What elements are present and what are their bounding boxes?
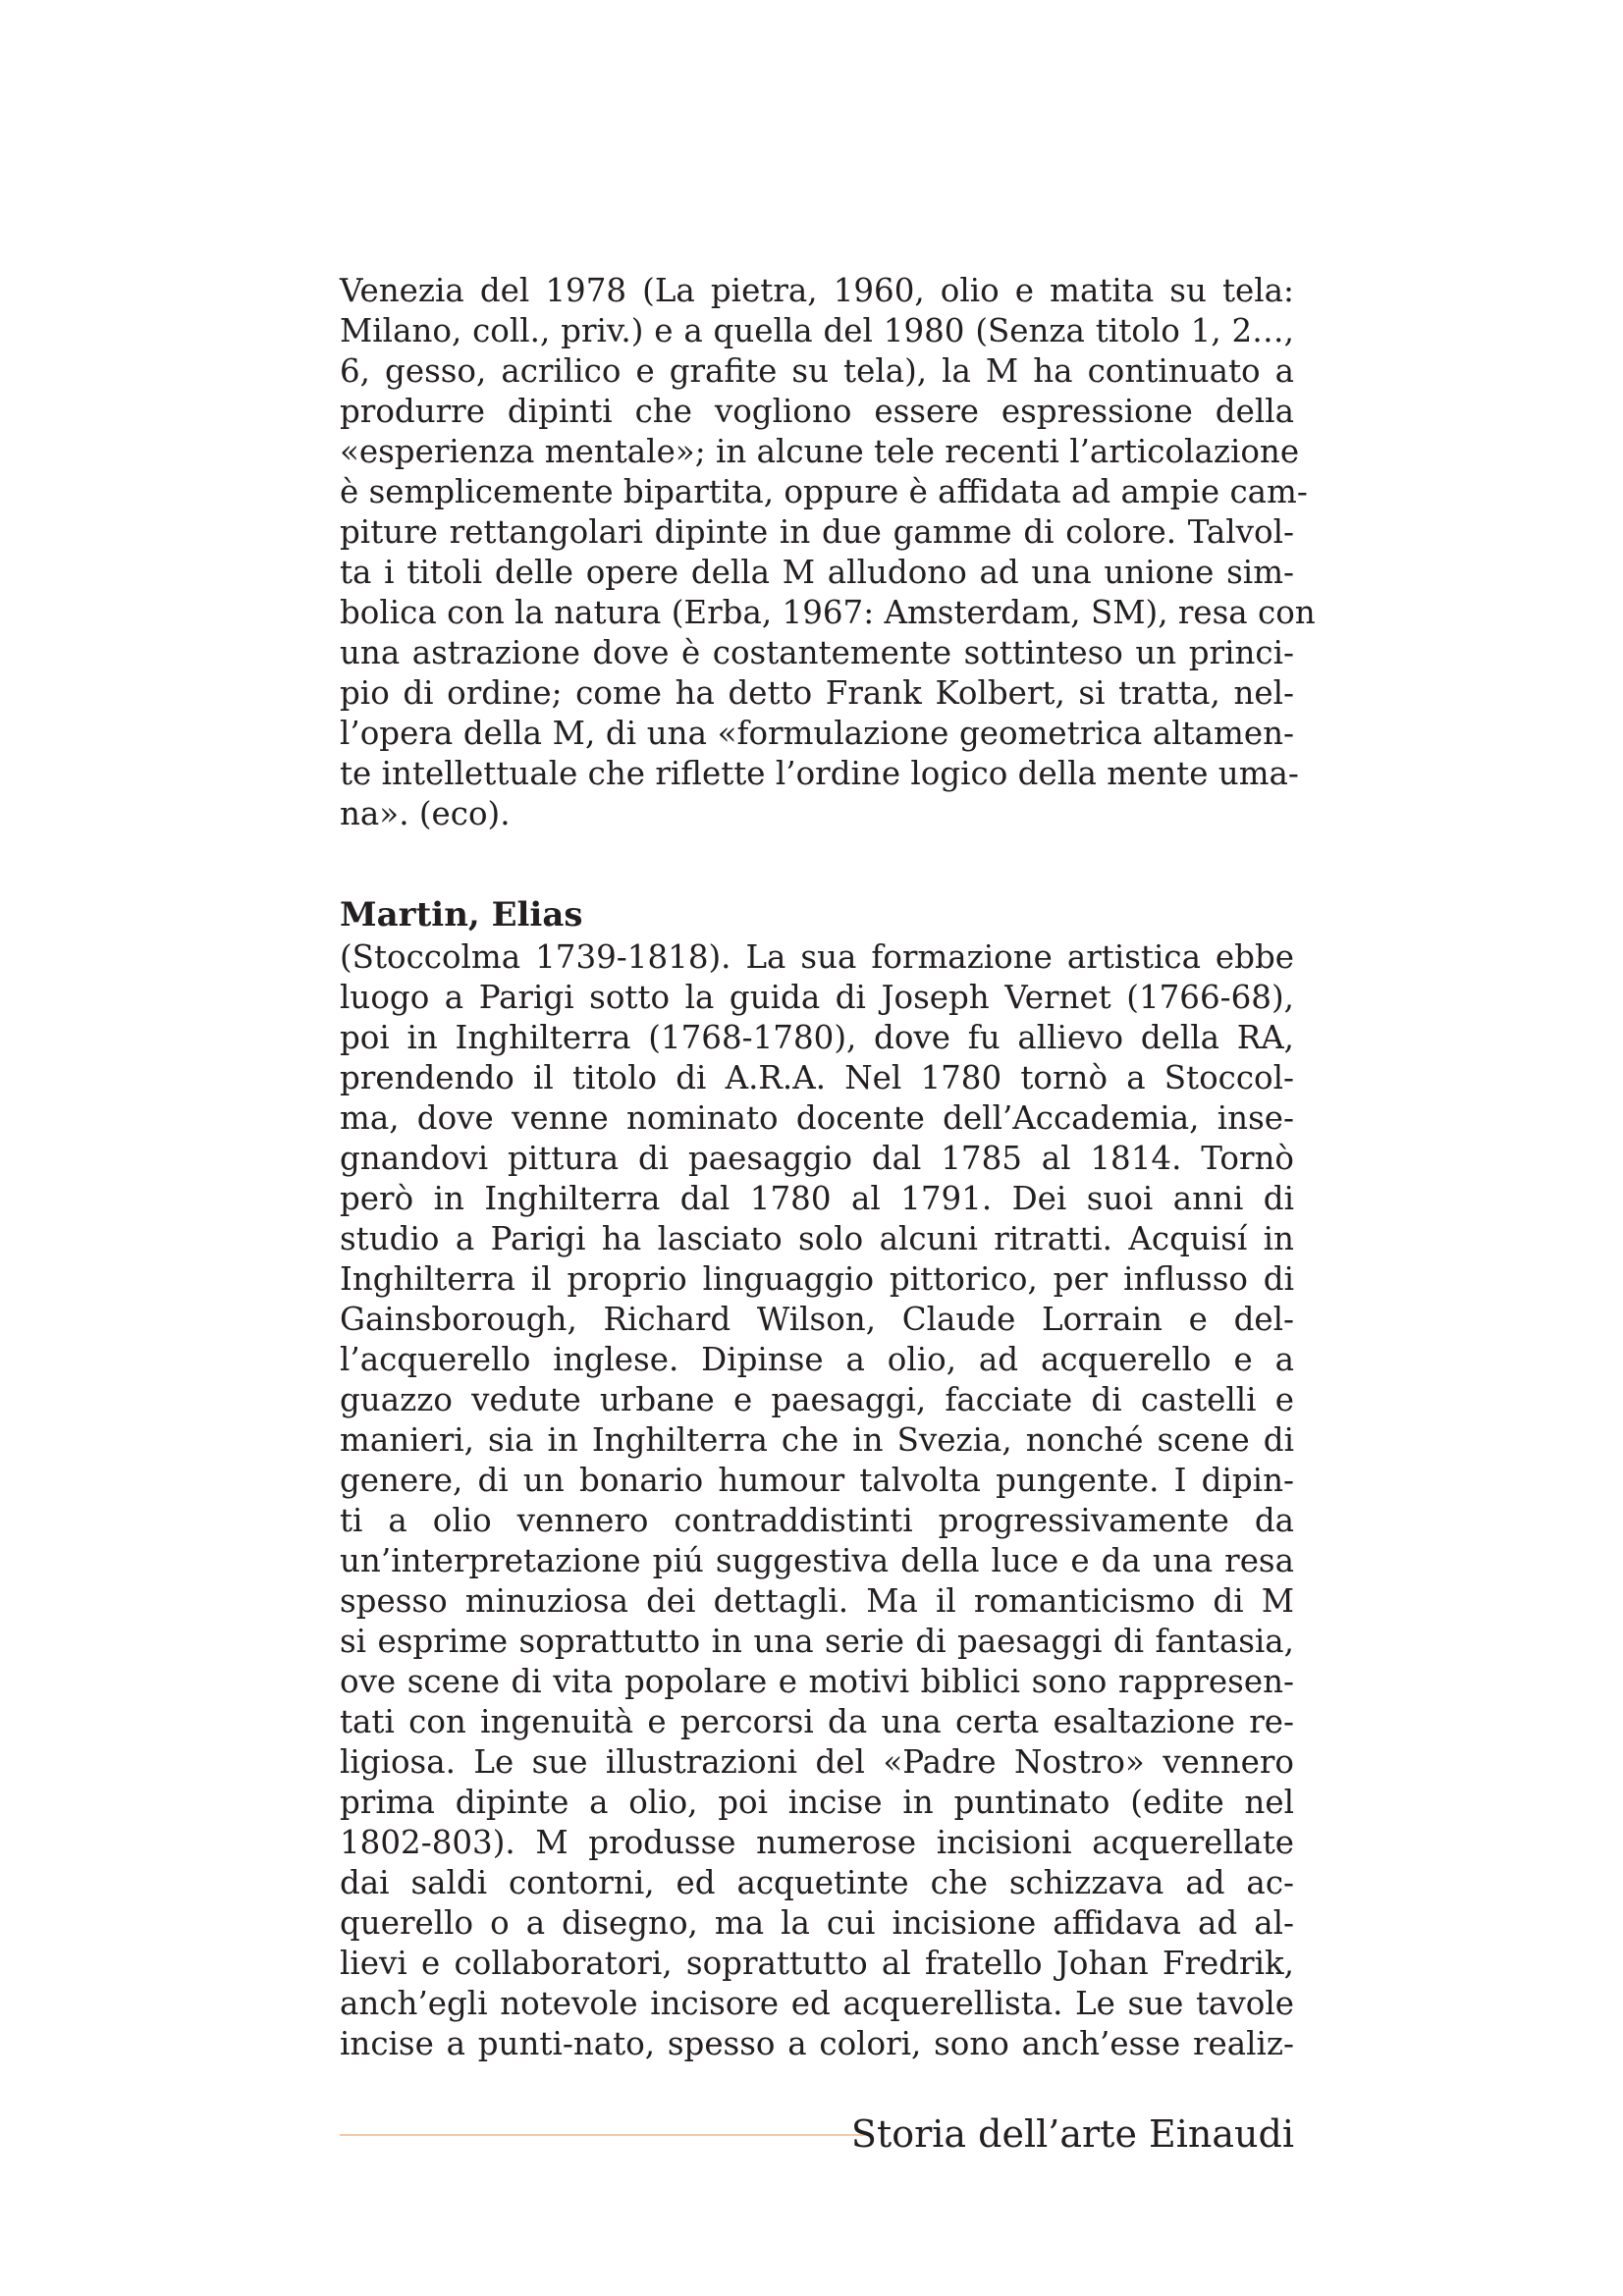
text-line: (Stoccolma 1739-1818). La sua formazione artistica ebbe [340, 938, 1294, 976]
text-line: na». (eco). [340, 795, 511, 832]
text-line: Gainsborough, Richard Wilson, Claude Lorrain e del- [340, 1301, 1294, 1338]
text-line: ove scene di vita popolare e motivi biblici sono rappresen- [340, 1663, 1294, 1700]
text-line: dai saldi contorni, ed acquetinte che schizzava ad ac- [340, 1864, 1294, 1901]
footer-title: Storia dell’arte Einaudi [850, 2112, 1294, 2156]
text-line: si esprime soprattutto in una serie di paesaggi di fantasia, [340, 1623, 1294, 1660]
page-footer [340, 2107, 1294, 2162]
text-line: Inghilterra il proprio linguaggio pittorico, per influsso di [340, 1260, 1294, 1298]
text-line: gnandovi pittura di paesaggio dal 1785 al 1814. Tornò [340, 1140, 1294, 1177]
text-line: Milano, coll., priv.) e a quella del 1980 (Senza titolo 1, 2…, [340, 312, 1294, 349]
text-line: guazzo vedute urbane e paesaggi, facciate di castelli e [340, 1381, 1294, 1418]
text-line: luogo a Parigi sotto la guida di Joseph Vernet (1766-68), [340, 979, 1294, 1016]
text-line: manieri, sia in Inghilterra che in Svezia, nonché scene di [340, 1421, 1294, 1459]
text-line: ligiosa. Le sue illustrazioni del «Padre Nostro» vennero [340, 1743, 1294, 1781]
text-line: piture rettangolari dipinte in due gamme di colore. Talvol- [340, 513, 1294, 551]
text-line: lievi e collaboratori, soprattutto al fratello Johan Fredrik, [340, 1945, 1294, 1982]
continuation-paragraph [340, 271, 1316, 834]
text-line: ti a olio vennero contraddistinti progressivamente da [340, 1502, 1294, 1539]
text-line: l’opera della M, di una «formulazione geometrica altamen- [340, 715, 1294, 752]
text-line: ta i titoli delle opere della M alludono ad una unione sim- [340, 554, 1294, 591]
text-line: produrre dipinti che vogliono essere espressione della [340, 393, 1294, 430]
text-line: studio a Parigi ha lasciato solo alcuni ritratti. Acquisí in [340, 1220, 1294, 1257]
text-line: ma, dove venne nominato docente dell’Accademia, inse- [340, 1099, 1294, 1137]
text-line: poi in Inghilterra (1768-1780), dove fu allievo della RA, [340, 1019, 1294, 1056]
text-line: bolica con la natura (Erba, 1967: Amsterdam, SM), resa con [340, 594, 1316, 631]
text-line: un’interpretazione piú suggestiva della luce e da una resa [340, 1542, 1294, 1579]
page-body [340, 271, 1316, 2064]
text-line: però in Inghilterra dal 1780 al 1791. Dei suoi anni di [340, 1180, 1294, 1217]
text-line: querello o a disegno, ma la cui incisione affidava ad al- [340, 1904, 1294, 1942]
text-line: 6, gesso, acrilico e grafite su tela), la M ha continuato a [340, 352, 1294, 390]
text-line: tati con ingenuità e percorsi da una certa esaltazione re- [340, 1703, 1294, 1740]
text-line: 1802-803). M produsse numerose incisioni acquerellate [340, 1824, 1294, 1861]
entry-martin-elias [340, 892, 1294, 2064]
text-line: l’acquerello inglese. Dipinse a olio, ad acquerello e a [340, 1341, 1294, 1378]
entry-heading: Martin, Elias [340, 895, 583, 934]
text-line: incise a punti-nato, spesso a colori, sono anch’esse realiz- [340, 2025, 1294, 2062]
text-line: Venezia del 1978 (La pietra, 1960, olio e matita su tela: [340, 272, 1294, 309]
text-line: genere, di un bonario humour talvolta pungente. I dipin- [340, 1462, 1294, 1499]
text-line: prendendo il titolo di A.R.A. Nel 1780 tornò a Stoccol- [340, 1059, 1294, 1096]
paragraph-gap [340, 834, 1294, 892]
text-line: spesso minuziosa dei dettagli. Ma il romanticismo di M [340, 1582, 1294, 1620]
text-line: prima dipinte a olio, poi incise in puntinato (edite nel [340, 1784, 1294, 1821]
text-line: «esperienza mentale»; in alcune tele recenti l’articolazione [340, 433, 1300, 470]
text-line: pio di ordine; come ha detto Frank Kolbert, si tratta, nel- [340, 674, 1294, 712]
text-line: te intellettuale che riflette l’ordine logico della mente uma- [340, 755, 1299, 792]
text-line: è semplicemente bipartita, oppure è affidata ad ampie cam- [340, 473, 1308, 510]
text-line: anch’egli notevole incisore ed acquerellista. Le sue tavole [340, 1985, 1294, 2022]
text-line: una astrazione dove è costantemente sottinteso un princi- [340, 634, 1294, 671]
footer-rule [340, 2134, 865, 2136]
